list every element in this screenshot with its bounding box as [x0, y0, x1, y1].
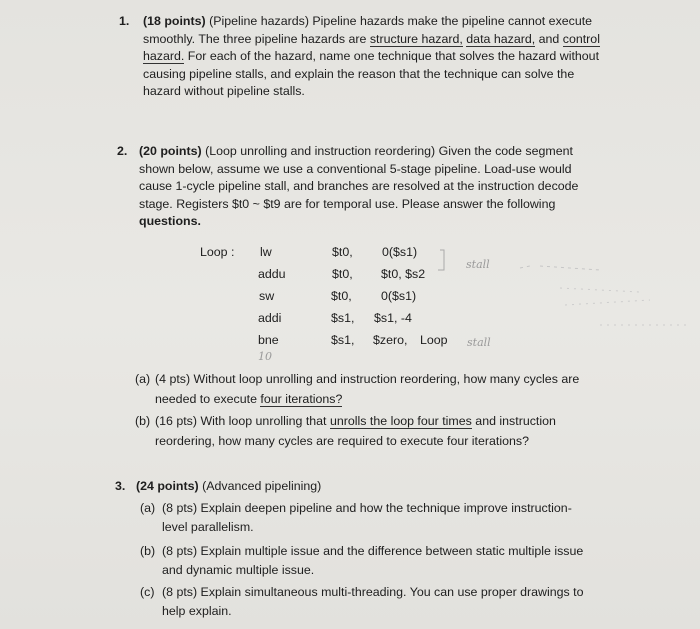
code-op: addi: [258, 311, 282, 325]
question-2b-line-2: reordering, how many cycles are required to execute four iterations?: [155, 434, 529, 448]
question-3a-line-1: (8 pts) Explain deepen pipeline and how the technique improve instruction-: [162, 501, 572, 515]
code-arg: Loop: [420, 333, 448, 347]
question-3c-label: (c): [140, 585, 155, 599]
code-arg: 0($s1): [381, 289, 417, 303]
question-2a-line-1: (4 pts) Without loop unrolling and instruction reordering, how many cycles are: [155, 372, 580, 386]
code-arg: $s1,: [331, 311, 355, 325]
question-2-line-5: questions.: [139, 214, 201, 229]
code-arg: $t0,: [332, 245, 353, 259]
code-arg: 0($s1): [382, 245, 418, 259]
question-1-line-5: hazard without pipeline stalls.: [143, 84, 305, 99]
hazard-data: data hazard,: [466, 31, 536, 46]
handwritten-note-stall: stall: [466, 258, 490, 271]
code-loop-label: Loop :: [200, 245, 235, 259]
hazard-structure: structure hazard,: [369, 31, 463, 46]
four-iterations-underlined: four iterations?: [260, 392, 343, 406]
code-arg: $t0,: [331, 289, 352, 303]
question-3a-line-2: level parallelism.: [162, 520, 254, 534]
code-op: lw: [260, 245, 272, 259]
code-op: addu: [258, 267, 286, 281]
question-3b-line-1: (8 pts) Explain multiple issue and the difference between static multiple issue: [162, 544, 584, 558]
unrolls-four-times-underlined: unrolls the loop four times: [329, 414, 472, 428]
question-1-line-2: smoothly. The three pipeline hazards are structure hazard, data hazard, and control: [143, 31, 600, 46]
code-arg: $s1, -4: [374, 311, 412, 325]
question-2-line-2: shown below, assume we use a conventional 5-stage pipeline. Load-use would: [139, 161, 572, 176]
question-1-line-3: hazard. For each of the hazard, name one technique that solves the hazard without: [143, 49, 600, 64]
question-2b-line-1: (16 pts) With loop unrolling that: [155, 414, 327, 428]
code-arg: $s1,: [331, 333, 355, 347]
code-arg: $t0, $s2: [381, 267, 426, 281]
question-3c-line-2: help explain.: [162, 604, 232, 618]
question-2-number: 2.: [117, 144, 128, 158]
code-op: sw: [259, 289, 275, 303]
hazard-control: control: [562, 31, 600, 46]
question-3-title: (Advanced pipelining): [202, 479, 322, 493]
question-2a-line-2: needed to execute: [155, 392, 257, 406]
question-2b-label: (b): [135, 414, 151, 428]
code-arg: $zero,: [373, 333, 408, 347]
question-3a-label: (a): [140, 501, 156, 515]
handwritten-note-stall: stall: [467, 336, 491, 349]
exam-page: 1. (18 points) (Pipeline hazards) Pipeline hazards make the pipeline cannot execute smoothly. The three pipeline hazards are structure hazard, data hazard, and control hazard. For each of the hazard, name one technique that solves the hazard without causing pipeline stalls, and explain the reason that the technique can solve the hazard without pipeline stalls. 2. (20 points) (Loop unrolling and instruction reordering) Given the code segment shown below, assume we use a conventional 5-stage pipeline. Load-use would cause 1-cycle pipeline stall, and branches are resolved at the instruction decode stage. Registers $t0 ~ $t9 are for temporal use. Please answer the following questions. Loop : lw $t0, 0($s1) addu $t0, $t0, $s2 sw $t0, 0($s1) addi $s1, $s1, -4 bne $s1, $zero, Loop stall stall 10 (a) (4 pts) Without loop unrolling and instruction reordering, how many cycles are needed to execute four iterations? (b) (16 pts) With loop unrolling that unrolls the loop four times and instruction reordering, how many cycles are required to execute four iterations? 3. (24 points) (Advanced pipelining) (a) (8 pts) Explain deepen pipeline and how the technique improve instruction- level parallelism. (b) (8 pts) Explain multiple issue and the difference between static multiple issue and dynamic multiple issue. (c) (8 pts) Explain simultaneous multi-threading. You can use proper drawings to help explain.: [0, 0, 700, 629]
question-2-points: (20 points): [139, 144, 202, 158]
question-2-line-1: (20 points) (Loop unrolling and instruction reordering) Given the code segment: [139, 144, 573, 158]
question-1-number: 1.: [119, 14, 130, 28]
question-3-number: 3.: [115, 479, 126, 493]
question-2-line-3: cause 1-cycle pipeline stall, and branches are resolved at the instruction decode: [139, 179, 579, 194]
question-3b-label: (b): [140, 544, 156, 558]
question-2-line-4: stage. Registers $t0 ~ $t9 are for temporal use. Please answer the following: [139, 196, 556, 211]
question-3-points: (24 points): [136, 479, 199, 493]
question-1-line-4: causing pipeline stalls, and explain the reason that the technique can solve the: [143, 66, 575, 81]
question-2a-label: (a): [135, 372, 151, 386]
question-3b-line-2: and dynamic multiple issue.: [162, 563, 315, 577]
question-1-points: (18 points): [143, 14, 206, 28]
question-3c-line-1: (8 pts) Explain simultaneous multi-threading. You can use proper drawings to: [162, 585, 584, 599]
question-1-line-1: (18 points) (Pipeline hazards) Pipeline hazards make the pipeline cannot execute: [143, 14, 593, 28]
code-op: bne: [258, 333, 279, 347]
code-arg: $t0,: [332, 267, 353, 281]
handwritten-note-ten: 10: [258, 350, 272, 363]
